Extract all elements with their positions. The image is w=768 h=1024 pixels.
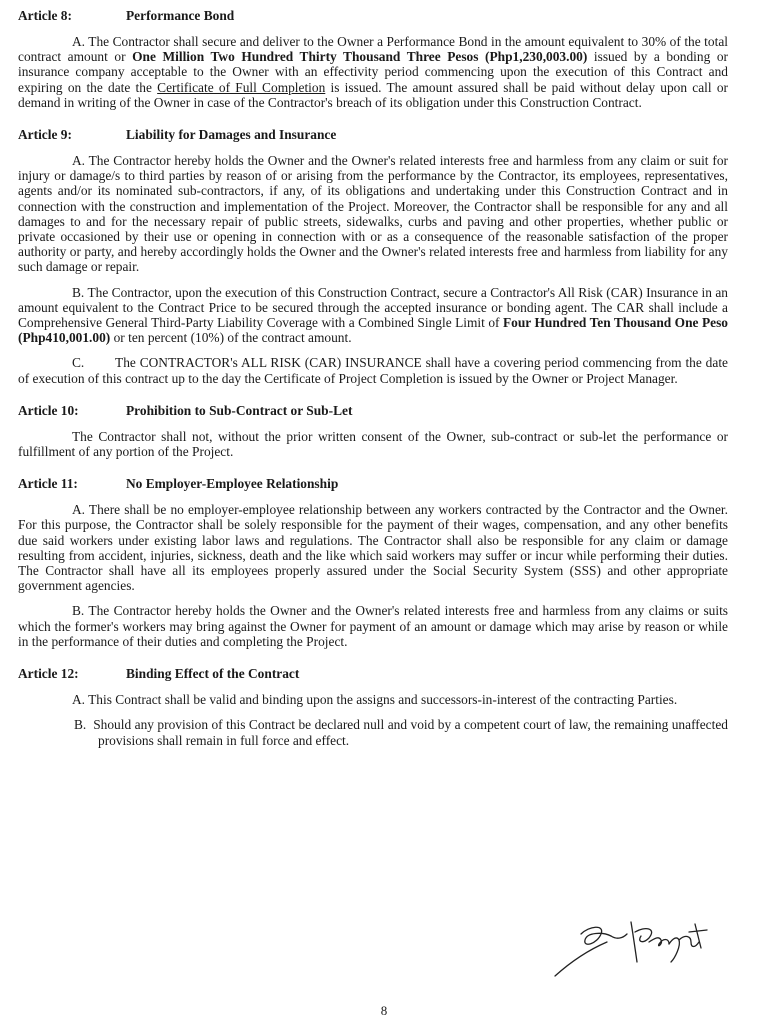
article-number: Article 10: (18, 402, 79, 418)
article-9 (18, 126, 732, 386)
paragraph: A. The Contractor hereby holds the Owner and the Owner's related interests free and harmless from any claim or suit for injury or damage/s to third parties by reason of or arising from the performance by the Contractor, its employees, representatives, agents and/or its nominated sub-contractors, if any, of its obligations and undertaking under this Construction Contract and in connection with the construction and implementation of the Project. Moreover, the Contractor shall be responsible for any and all damages to and for the necessary repair of public streets, sidewalks, curbs and paving and other properties, whether public or private occasioned by their use or opening in connection with or as a consequence of the reasonable satisfaction of the proper authority or party, and hereby accordingly holds the Owner and the Owner's related interests free and harmless from liability for any such damage or repair. (18, 153, 728, 275)
certificate-term: Certificate of Full Completion (157, 79, 326, 95)
article-heading (18, 402, 728, 419)
article-heading (18, 665, 728, 682)
paragraph: A. This Contract shall be valid and binding upon the assigns and successors-in-interest of the contracting Parties. (72, 692, 678, 708)
paragraph: A. There shall be no employer-employee relationship between any workers contracted by the Contractor and the Owner. For this purpose, the Contractor shall be solely responsible for the payment of their wages, compensation, and any other benefits due said workers under existing labor laws and regulations. The Contractor shall also be responsible for any claim or damage resulting from accident, injuries, sickness, death and the like which said workers may suffer or incur while performing their duties. The Contractor shall have all its employees properly assured under the Social Security System (SSS) and other appropriate government agencies. (18, 502, 728, 594)
article-title: No Employer-Employee Relationship (126, 476, 339, 492)
handwritten-signature (545, 918, 720, 980)
article-12 (18, 665, 732, 748)
paragraph: The Contractor shall not, without the prior written consent of the Owner, sub-contract or sub-let the performance or fulfillment of any portion of the Project. (18, 428, 728, 460)
insurance-limit: Four Hundred Ten Thousand One Peso (Php410,001.00) (18, 315, 728, 346)
article-heading (18, 7, 728, 24)
article-number: Article 8: (18, 8, 72, 23)
article-number: Article 12: (18, 666, 79, 682)
paragraph: C. The CONTRACTOR's ALL RISK (CAR) INSURANCE shall have a covering period commencing from the date of execution of this contract up to the day the Certificate of Project Completion is issued by the Owner or Project Manager. (18, 355, 732, 386)
article-number: Article 9: (18, 127, 72, 143)
article-11 (18, 475, 728, 649)
article-title: Liability for Damages and Insurance (126, 127, 337, 143)
paragraph: B. The Contractor hereby holds the Owner and the Owner's related interests free and harmless from any claims or suits which the former's workers may bring against the Owner for payment of an amount or damage which may arise by reason or while in the performance of their duties and completing the Project. (18, 603, 728, 649)
article-10 (18, 402, 728, 459)
paragraph: B. The Contractor, upon the execution of this Construction Contract, secure a Contractor's All Risk (CAR) Insurance in an amount equivalent to the Contract Price to be secured through the accepted insurance or bonding agent. The CAR shall include a Comprehensive General Third-Party Liability Coverage with a Combined Single Limit of Four Hundred Ten Thousand One Peso (Php410,001.00) or ten percent (10%) of the contract amount. (18, 284, 728, 346)
article-title: Performance Bond (126, 8, 235, 23)
paragraph: B. Should any provision of this Contract be declared null and void by a competent court of law, the remaining unaffected provisions shall remain in full force and effect. (74, 717, 732, 748)
paragraph: A. The Contractor shall secure and deliver to the Owner a Performance Bond in the amount equivalent to 30% of the total contract amount or One Million Two Hundred Thirty Thousand Three Pesos (Php1,230,003.00) issued by a bonding or insurance company acceptable to the Owner with an effectivity period commencing upon the execution of this Contract and expiring on the date the Certificate of Full Completion is issued. The amount assured shall be paid without delay upon call or demand in writing of the Owner in case of the Contractor's breach of its obligation under this Construction Contract. (18, 34, 729, 110)
article-heading (18, 475, 728, 492)
article-8 (18, 7, 728, 110)
contract-page (18, 7, 732, 764)
article-title: Prohibition to Sub-Contract or Sub-Let (126, 402, 353, 418)
bond-amount: One Million Two Hundred Thirty Thousand Three Pesos (Php1,230,003.00) (132, 49, 588, 65)
article-title: Binding Effect of the Contract (126, 666, 300, 682)
page-number: 8 (380, 1003, 388, 1018)
article-heading (18, 126, 728, 143)
article-number: Article 11: (18, 476, 78, 492)
